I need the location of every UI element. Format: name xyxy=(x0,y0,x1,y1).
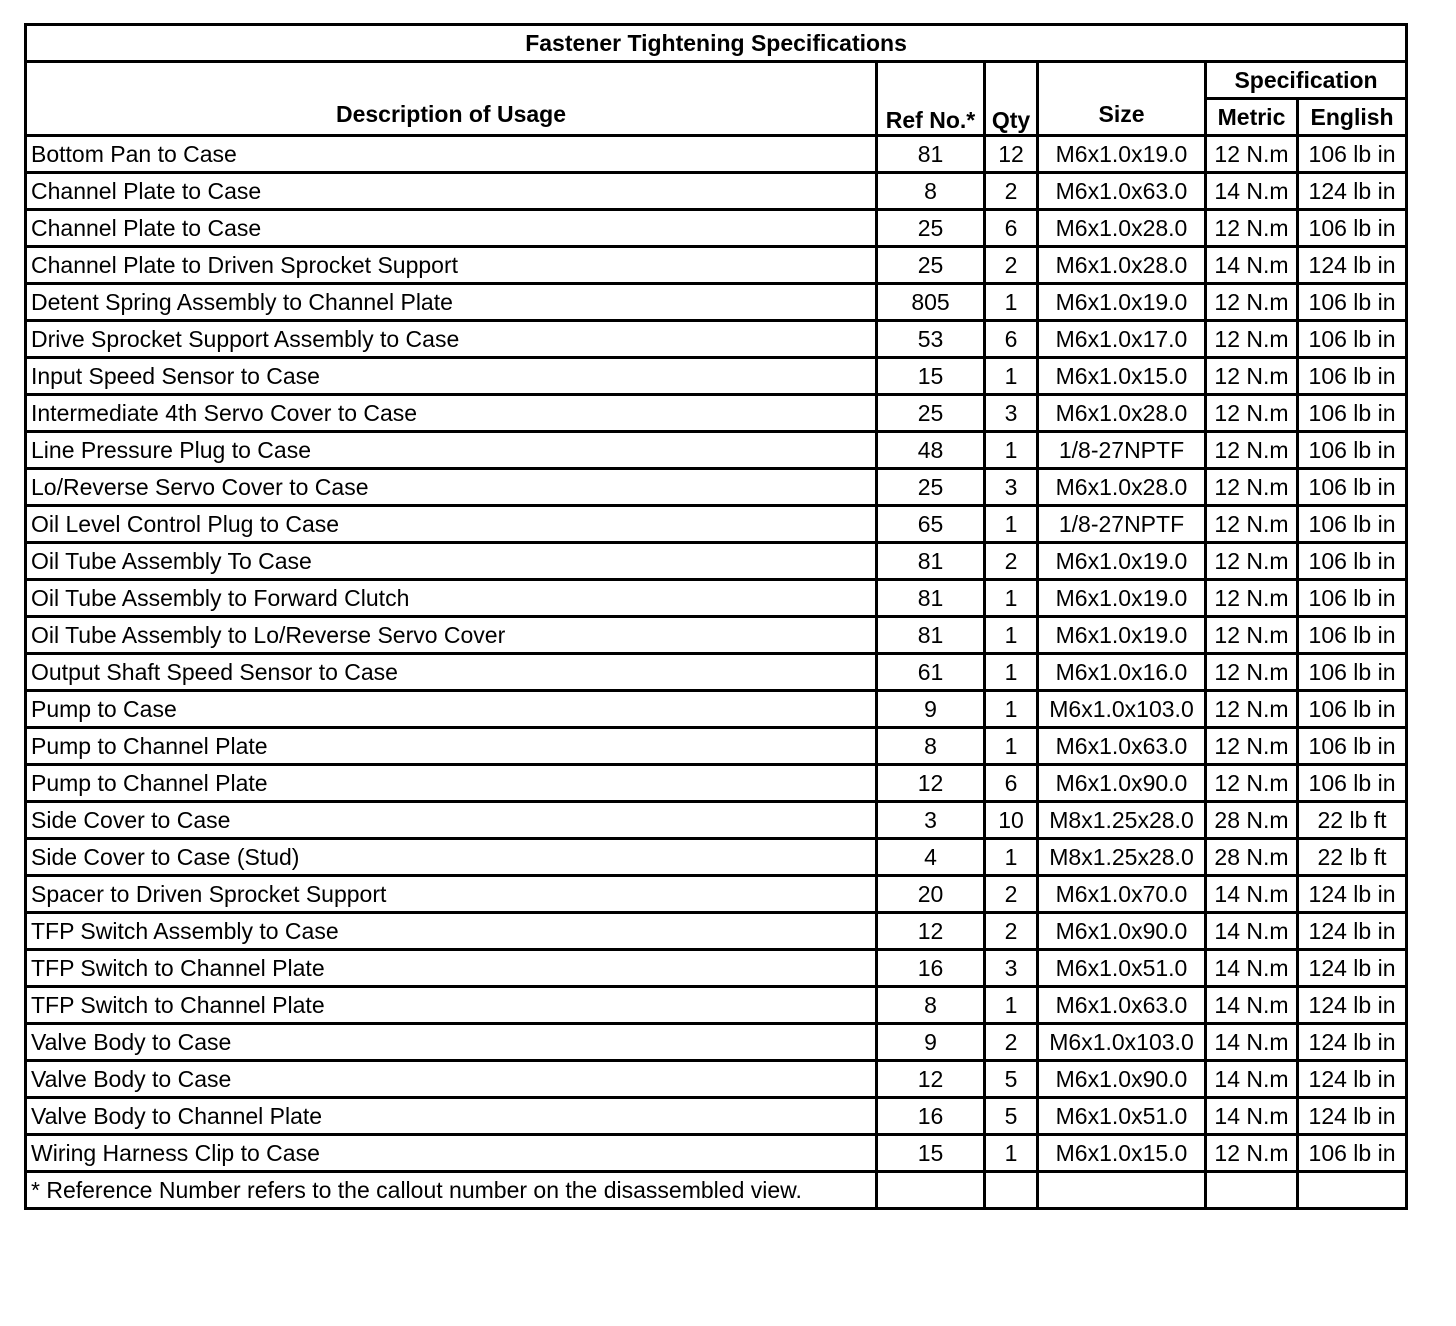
cell-description: Valve Body to Case xyxy=(26,1061,877,1098)
cell-ref-no: 15 xyxy=(877,358,985,395)
cell-ref-no: 4 xyxy=(877,839,985,876)
cell-size: M6x1.0x15.0 xyxy=(1038,358,1206,395)
cell-size: M6x1.0x19.0 xyxy=(1038,617,1206,654)
cell-english: 106 lb in xyxy=(1298,506,1407,543)
cell-ref-no: 12 xyxy=(877,1061,985,1098)
header-english: English xyxy=(1298,99,1407,136)
cell-size: M6x1.0x51.0 xyxy=(1038,950,1206,987)
cell-metric: 14 N.m xyxy=(1206,1024,1298,1061)
cell-qty: 1 xyxy=(985,617,1038,654)
cell-metric: 12 N.m xyxy=(1206,136,1298,173)
cell-english: 106 lb in xyxy=(1298,1135,1407,1172)
cell-description: Input Speed Sensor to Case xyxy=(26,358,877,395)
cell-qty: 1 xyxy=(985,284,1038,321)
cell-ref-no: 81 xyxy=(877,580,985,617)
cell-description: Output Shaft Speed Sensor to Case xyxy=(26,654,877,691)
cell-qty: 1 xyxy=(985,506,1038,543)
cell-description: Side Cover to Case xyxy=(26,802,877,839)
cell-metric: 28 N.m xyxy=(1206,802,1298,839)
cell-ref-no: 16 xyxy=(877,1098,985,1135)
cell-size: M6x1.0x90.0 xyxy=(1038,765,1206,802)
cell-qty: 1 xyxy=(985,654,1038,691)
cell-size: M6x1.0x28.0 xyxy=(1038,247,1206,284)
cell-metric: 12 N.m xyxy=(1206,1135,1298,1172)
table-row xyxy=(26,358,1407,395)
cell-description: Oil Tube Assembly to Lo/Reverse Servo Cover xyxy=(26,617,877,654)
cell-size: M6x1.0x90.0 xyxy=(1038,913,1206,950)
cell-english: 124 lb in xyxy=(1298,1024,1407,1061)
cell-metric: 12 N.m xyxy=(1206,765,1298,802)
cell-ref-no: 53 xyxy=(877,321,985,358)
table-row xyxy=(26,247,1407,284)
cell-qty: 2 xyxy=(985,173,1038,210)
cell-qty: 1 xyxy=(985,358,1038,395)
cell-qty: 12 xyxy=(985,136,1038,173)
table-row xyxy=(26,839,1407,876)
table-row xyxy=(26,395,1407,432)
table-row xyxy=(26,987,1407,1024)
cell-size: M6x1.0x19.0 xyxy=(1038,543,1206,580)
cell-english: 106 lb in xyxy=(1298,284,1407,321)
cell-qty: 3 xyxy=(985,469,1038,506)
cell-description: Pump to Case xyxy=(26,691,877,728)
cell-english: 124 lb in xyxy=(1298,987,1407,1024)
cell-qty: 1 xyxy=(985,580,1038,617)
cell-metric: 12 N.m xyxy=(1206,321,1298,358)
cell-metric: 12 N.m xyxy=(1206,543,1298,580)
cell-english: 106 lb in xyxy=(1298,136,1407,173)
cell-ref-no: 8 xyxy=(877,173,985,210)
cell-description: Side Cover to Case (Stud) xyxy=(26,839,877,876)
cell-size: M6x1.0x103.0 xyxy=(1038,691,1206,728)
cell-ref-no: 8 xyxy=(877,987,985,1024)
table-row xyxy=(26,950,1407,987)
cell-size: M6x1.0x28.0 xyxy=(1038,210,1206,247)
table-row xyxy=(26,913,1407,950)
cell-english: 106 lb in xyxy=(1298,691,1407,728)
cell-ref-no: 25 xyxy=(877,469,985,506)
cell-qty: 1 xyxy=(985,691,1038,728)
cell-metric: 14 N.m xyxy=(1206,173,1298,210)
cell-metric: 12 N.m xyxy=(1206,617,1298,654)
cell-english: 124 lb in xyxy=(1298,950,1407,987)
cell-metric: 12 N.m xyxy=(1206,358,1298,395)
cell-qty: 1 xyxy=(985,987,1038,1024)
cell-description: Line Pressure Plug to Case xyxy=(26,432,877,469)
table-row xyxy=(26,321,1407,358)
header-size: Size xyxy=(1038,62,1206,136)
cell-qty: 1 xyxy=(985,432,1038,469)
cell-size: M6x1.0x19.0 xyxy=(1038,580,1206,617)
cell-qty: 3 xyxy=(985,950,1038,987)
cell-metric: 12 N.m xyxy=(1206,469,1298,506)
cell-ref-no: 81 xyxy=(877,136,985,173)
cell-ref-no: 25 xyxy=(877,210,985,247)
cell-size: M6x1.0x63.0 xyxy=(1038,987,1206,1024)
table-row xyxy=(26,210,1407,247)
cell-english: 106 lb in xyxy=(1298,728,1407,765)
cell-qty: 2 xyxy=(985,913,1038,950)
cell-ref-no: 12 xyxy=(877,913,985,950)
empty-cell xyxy=(877,1172,985,1209)
cell-ref-no: 15 xyxy=(877,1135,985,1172)
cell-metric: 12 N.m xyxy=(1206,728,1298,765)
table-row xyxy=(26,432,1407,469)
cell-size: M6x1.0x90.0 xyxy=(1038,1061,1206,1098)
cell-size: M8x1.25x28.0 xyxy=(1038,802,1206,839)
table-row xyxy=(26,691,1407,728)
header-description: Description of Usage xyxy=(26,62,877,136)
empty-cell xyxy=(1206,1172,1298,1209)
cell-size: M6x1.0x28.0 xyxy=(1038,469,1206,506)
cell-size: M6x1.0x63.0 xyxy=(1038,173,1206,210)
cell-description: Intermediate 4th Servo Cover to Case xyxy=(26,395,877,432)
table-row xyxy=(26,1061,1407,1098)
header-qty: Qty xyxy=(985,62,1038,136)
table-row xyxy=(26,1135,1407,1172)
cell-ref-no: 8 xyxy=(877,728,985,765)
table-row xyxy=(26,543,1407,580)
table-row xyxy=(26,1098,1407,1135)
cell-size: M6x1.0x103.0 xyxy=(1038,1024,1206,1061)
cell-qty: 3 xyxy=(985,395,1038,432)
cell-english: 106 lb in xyxy=(1298,654,1407,691)
table-row xyxy=(26,617,1407,654)
cell-size: M6x1.0x17.0 xyxy=(1038,321,1206,358)
cell-qty: 2 xyxy=(985,1024,1038,1061)
table-row xyxy=(26,173,1407,210)
cell-description: TFP Switch to Channel Plate xyxy=(26,950,877,987)
cell-english: 106 lb in xyxy=(1298,543,1407,580)
cell-metric: 12 N.m xyxy=(1206,691,1298,728)
cell-description: Oil Level Control Plug to Case xyxy=(26,506,877,543)
cell-description: Pump to Channel Plate xyxy=(26,765,877,802)
cell-english: 106 lb in xyxy=(1298,395,1407,432)
cell-qty: 10 xyxy=(985,802,1038,839)
table-row xyxy=(26,765,1407,802)
cell-description: Pump to Channel Plate xyxy=(26,728,877,765)
cell-description: Drive Sprocket Support Assembly to Case xyxy=(26,321,877,358)
table-row xyxy=(26,469,1407,506)
cell-qty: 5 xyxy=(985,1098,1038,1135)
cell-english: 22 lb ft xyxy=(1298,802,1407,839)
cell-metric: 14 N.m xyxy=(1206,913,1298,950)
cell-qty: 6 xyxy=(985,321,1038,358)
cell-ref-no: 805 xyxy=(877,284,985,321)
cell-english: 106 lb in xyxy=(1298,210,1407,247)
cell-metric: 28 N.m xyxy=(1206,839,1298,876)
empty-cell xyxy=(1038,1172,1206,1209)
cell-description: Valve Body to Case xyxy=(26,1024,877,1061)
table-row xyxy=(26,802,1407,839)
table-row xyxy=(26,876,1407,913)
cell-metric: 12 N.m xyxy=(1206,284,1298,321)
cell-metric: 14 N.m xyxy=(1206,876,1298,913)
cell-english: 22 lb ft xyxy=(1298,839,1407,876)
cell-qty: 2 xyxy=(985,543,1038,580)
cell-english: 124 lb in xyxy=(1298,913,1407,950)
cell-metric: 12 N.m xyxy=(1206,654,1298,691)
cell-ref-no: 25 xyxy=(877,395,985,432)
cell-qty: 6 xyxy=(985,765,1038,802)
cell-english: 124 lb in xyxy=(1298,173,1407,210)
cell-english: 124 lb in xyxy=(1298,1061,1407,1098)
table-row xyxy=(26,136,1407,173)
table-row xyxy=(26,1024,1407,1061)
cell-english: 106 lb in xyxy=(1298,617,1407,654)
cell-metric: 12 N.m xyxy=(1206,580,1298,617)
cell-ref-no: 9 xyxy=(877,1024,985,1061)
header-metric: Metric xyxy=(1206,99,1298,136)
fastener-spec-table xyxy=(24,23,1408,1210)
cell-ref-no: 81 xyxy=(877,617,985,654)
cell-metric: 14 N.m xyxy=(1206,1098,1298,1135)
cell-qty: 1 xyxy=(985,1135,1038,1172)
cell-qty: 6 xyxy=(985,210,1038,247)
table-row xyxy=(26,284,1407,321)
cell-ref-no: 16 xyxy=(877,950,985,987)
header-specification: Specification xyxy=(1206,62,1407,99)
cell-description: TFP Switch to Channel Plate xyxy=(26,987,877,1024)
cell-ref-no: 61 xyxy=(877,654,985,691)
cell-description: Channel Plate to Case xyxy=(26,210,877,247)
cell-description: Detent Spring Assembly to Channel Plate xyxy=(26,284,877,321)
cell-size: M6x1.0x19.0 xyxy=(1038,136,1206,173)
cell-size: M6x1.0x51.0 xyxy=(1038,1098,1206,1135)
cell-ref-no: 65 xyxy=(877,506,985,543)
cell-metric: 12 N.m xyxy=(1206,432,1298,469)
footnote: * Reference Number refers to the callout number on the disassembled view. xyxy=(26,1172,877,1209)
empty-cell xyxy=(1298,1172,1407,1209)
table-row xyxy=(26,506,1407,543)
cell-english: 124 lb in xyxy=(1298,1098,1407,1135)
cell-description: Valve Body to Channel Plate xyxy=(26,1098,877,1135)
cell-size: M6x1.0x63.0 xyxy=(1038,728,1206,765)
table-title: Fastener Tightening Specifications xyxy=(26,25,1407,62)
header-ref-no: Ref No.* xyxy=(877,62,985,136)
table-row xyxy=(26,654,1407,691)
cell-ref-no: 12 xyxy=(877,765,985,802)
cell-ref-no: 81 xyxy=(877,543,985,580)
empty-cell xyxy=(985,1172,1038,1209)
cell-size: M8x1.25x28.0 xyxy=(1038,839,1206,876)
cell-english: 106 lb in xyxy=(1298,580,1407,617)
cell-metric: 14 N.m xyxy=(1206,987,1298,1024)
footnote-row xyxy=(26,1172,1407,1209)
cell-description: TFP Switch Assembly to Case xyxy=(26,913,877,950)
table-row xyxy=(26,728,1407,765)
table-row xyxy=(26,580,1407,617)
table-body xyxy=(26,136,1407,1172)
cell-size: M6x1.0x28.0 xyxy=(1038,395,1206,432)
cell-size: M6x1.0x19.0 xyxy=(1038,284,1206,321)
cell-english: 106 lb in xyxy=(1298,432,1407,469)
cell-metric: 14 N.m xyxy=(1206,950,1298,987)
cell-metric: 12 N.m xyxy=(1206,395,1298,432)
cell-size: M6x1.0x16.0 xyxy=(1038,654,1206,691)
cell-ref-no: 48 xyxy=(877,432,985,469)
cell-metric: 14 N.m xyxy=(1206,247,1298,284)
cell-english: 124 lb in xyxy=(1298,876,1407,913)
cell-ref-no: 9 xyxy=(877,691,985,728)
cell-ref-no: 3 xyxy=(877,802,985,839)
cell-description: Bottom Pan to Case xyxy=(26,136,877,173)
cell-english: 106 lb in xyxy=(1298,765,1407,802)
cell-english: 124 lb in xyxy=(1298,247,1407,284)
cell-qty: 2 xyxy=(985,247,1038,284)
cell-english: 106 lb in xyxy=(1298,358,1407,395)
cell-metric: 14 N.m xyxy=(1206,1061,1298,1098)
cell-qty: 1 xyxy=(985,839,1038,876)
cell-qty: 5 xyxy=(985,1061,1038,1098)
cell-qty: 1 xyxy=(985,728,1038,765)
cell-size: M6x1.0x70.0 xyxy=(1038,876,1206,913)
cell-description: Channel Plate to Case xyxy=(26,173,877,210)
cell-size: M6x1.0x15.0 xyxy=(1038,1135,1206,1172)
cell-description: Wiring Harness Clip to Case xyxy=(26,1135,877,1172)
cell-description: Lo/Reverse Servo Cover to Case xyxy=(26,469,877,506)
cell-english: 106 lb in xyxy=(1298,469,1407,506)
cell-description: Channel Plate to Driven Sprocket Support xyxy=(26,247,877,284)
cell-description: Oil Tube Assembly to Forward Clutch xyxy=(26,580,877,617)
cell-ref-no: 25 xyxy=(877,247,985,284)
cell-size: 1/8-27NPTF xyxy=(1038,432,1206,469)
cell-ref-no: 20 xyxy=(877,876,985,913)
cell-metric: 12 N.m xyxy=(1206,506,1298,543)
cell-description: Oil Tube Assembly To Case xyxy=(26,543,877,580)
cell-english: 106 lb in xyxy=(1298,321,1407,358)
cell-size: 1/8-27NPTF xyxy=(1038,506,1206,543)
cell-description: Spacer to Driven Sprocket Support xyxy=(26,876,877,913)
cell-qty: 2 xyxy=(985,876,1038,913)
cell-metric: 12 N.m xyxy=(1206,210,1298,247)
